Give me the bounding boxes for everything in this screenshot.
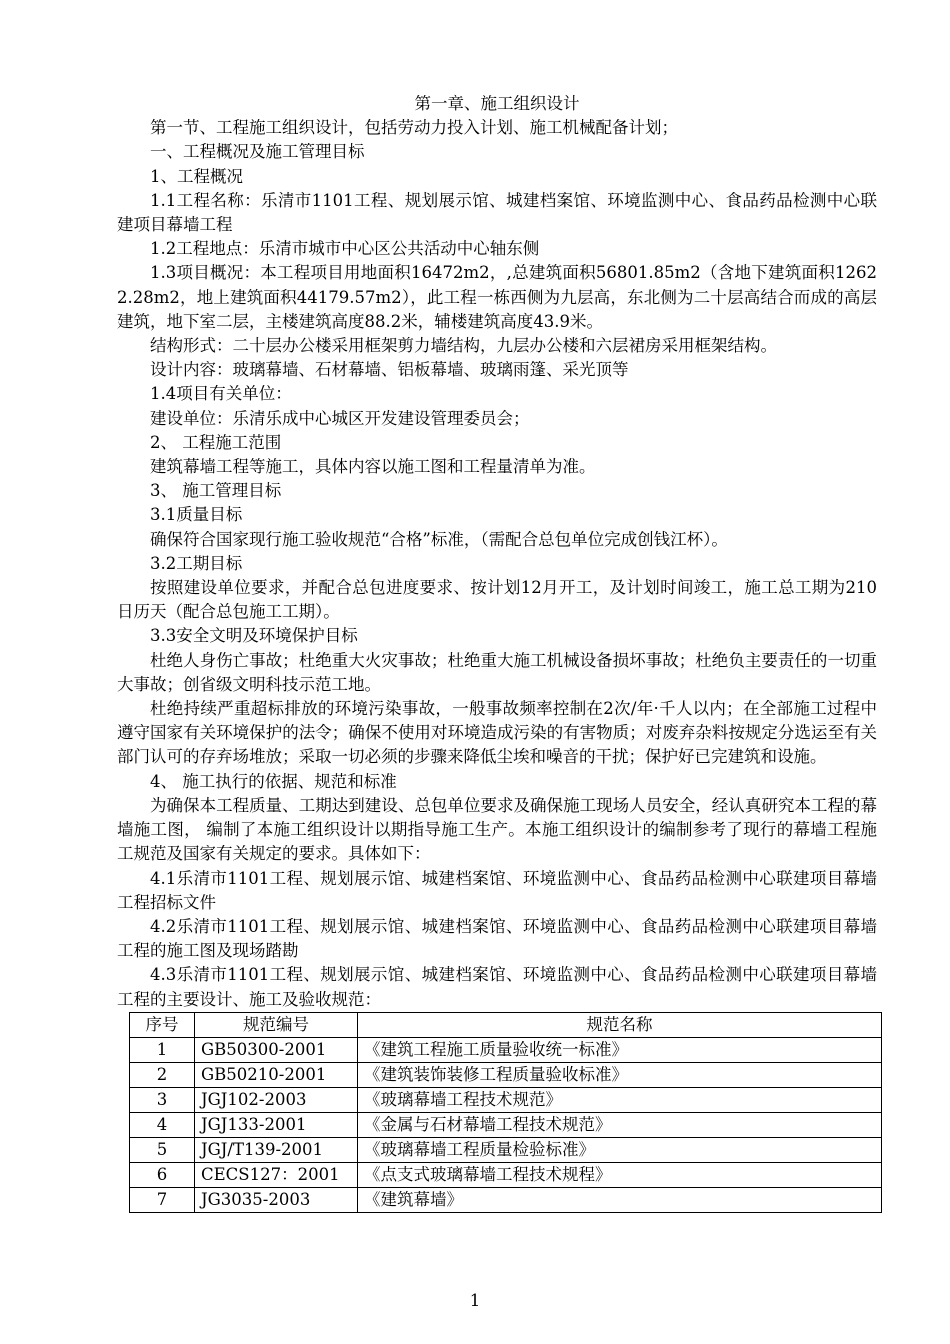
- cell-code: JGJ133-2001: [195, 1112, 358, 1137]
- paragraph: 建筑幕墙工程等施工，具体内容以施工图和工程量清单为准。: [150, 457, 596, 477]
- cell-name: 《点支式玻璃幕墙工程技术规程》: [358, 1162, 882, 1187]
- paragraph: 确保符合国家现行施工验收规范“合格”标准，（需配合总包单位完成创钱江杯）。: [150, 529, 728, 549]
- cell-index: 4: [130, 1112, 195, 1137]
- document-body: [117, 92, 877, 1213]
- table-row: [130, 1187, 882, 1212]
- paragraph: 1.2工程地点：乐清市城市中心区公共活动中心轴东侧: [150, 239, 540, 259]
- cell-code: JG3035-2003: [195, 1187, 358, 1212]
- paragraph: 3.3安全文明及环境保护目标: [150, 626, 358, 646]
- column-header-index: 序号: [130, 1012, 195, 1037]
- paragraph: 建设单位：乐清乐成中心城区开发建设管理委员会；: [150, 408, 530, 428]
- cell-index: 5: [130, 1137, 195, 1162]
- cell-index: 6: [130, 1162, 195, 1187]
- subheading: 2、 工程施工范围: [150, 432, 282, 452]
- paragraph: 4.1乐清市1101工程、规划展示馆、城建档案馆、环境监测中心、食品药品检测中心联建项目幕墙工程招标文件: [117, 868, 877, 912]
- paragraph: 3.1质量目标: [150, 505, 243, 525]
- cell-index: 2: [130, 1062, 195, 1087]
- page-number: 1: [469, 1291, 481, 1310]
- cell-index: 7: [130, 1187, 195, 1212]
- column-header-code: 规范编号: [195, 1012, 358, 1037]
- cell-code: JGJ/T139-2001: [195, 1137, 358, 1162]
- subheading: 4、 施工执行的依据、规范和标准: [150, 771, 397, 791]
- section-heading: 第一节、工程施工组织设计，包括劳动力投入计划、施工机械配备计划；: [150, 118, 678, 138]
- paragraph: 4.2乐清市1101工程、规划展示馆、城建档案馆、环境监测中心、食品药品检测中心联建项目幕墙工程的施工图及现场踏勘: [117, 916, 877, 961]
- paragraph: 为确保本工程质量、工期达到建设、总包单位要求及确保施工现场人员安全，经认真研究本工程的幕墙施工图， 编制了本施工组织设计以期指导施工生产。本施工组织设计的编制参考了现行的幕墙工程施工规范及国家有关规定的要求。具体如下：: [117, 795, 877, 864]
- paragraph: 杜绝人身伤亡事故；杜绝重大火灾事故；杜绝重大施工机械设备损坏事故；杜绝负主要责任的一切重大事故；创省级文明科技示范工地。: [117, 650, 877, 694]
- cell-code: JGJ102-2003: [195, 1087, 358, 1112]
- table-row: [130, 1087, 882, 1112]
- paragraph: 3.2工期目标: [150, 553, 243, 573]
- cell-code: GB50300-2001: [195, 1037, 358, 1062]
- paragraph: 结构形式：二十层办公楼采用框架剪力墙结构，九层办公楼和六层裙房采用框架结构。: [150, 336, 777, 356]
- cell-name: 《金属与石材幕墙工程技术规范》: [358, 1112, 882, 1137]
- table-row: [130, 1037, 882, 1062]
- chapter-title: 第一章、施工组织设计: [414, 94, 580, 113]
- subheading: 1、工程概况: [150, 166, 243, 186]
- cell-index: 3: [130, 1087, 195, 1112]
- paragraph: 1.3项目概况：本工程项目用地面积16472m2，,总建筑面积56801.85m2（含地下建筑面积12622.28m2，地上建筑面积44179.57m2），此工程一栋西侧为九层高，东北侧为二十层高结合而成的高层建筑，地下室二层，主楼建筑高度88.2米，辅楼建筑高度43.9米。: [117, 263, 877, 331]
- cell-name: 《建筑装饰装修工程质量验收标准》: [358, 1062, 882, 1087]
- paragraph: 设计内容：玻璃幕墙、石材幕墙、铝板幕墙、玻璃雨篷、采光顶等: [150, 360, 629, 380]
- cell-name: 《建筑幕墙》: [358, 1187, 882, 1212]
- table-row: [130, 1137, 882, 1162]
- table-header-row: [130, 1012, 882, 1037]
- table-row: [130, 1062, 882, 1087]
- paragraph: 1.4项目有关单位：: [150, 384, 292, 404]
- cell-code: CECS127：2001: [195, 1162, 358, 1187]
- column-header-name: 规范名称: [358, 1012, 882, 1037]
- cell-code: GB50210-2001: [195, 1062, 358, 1087]
- subheading: 3、 施工管理目标: [150, 481, 282, 501]
- paragraph: 杜绝持续严重超标排放的环境污染事故，一般事故频率控制在2次/年·千人以内；在全部施工过程中遵守国家有关环境保护的法令；确保不使用对环境造成污染的有害物质；对废弃杂料按规定分选运至有关部门认可的存弃场堆放；采取一切必须的步骤来降低尘埃和噪音的干扰；保护好已完建筑和设施。: [117, 699, 877, 767]
- table-row: [130, 1162, 882, 1187]
- part-heading: 一、工程概况及施工管理目标: [150, 142, 365, 162]
- paragraph: 1.1工程名称：乐清市1101工程、规划展示馆、城建档案馆、环境监测中心、食品药品检测中心联建项目幕墙工程: [117, 190, 877, 235]
- cell-name: 《玻璃幕墙工程质量检验标准》: [358, 1137, 882, 1162]
- cell-name: 《建筑工程施工质量验收统一标准》: [358, 1037, 882, 1062]
- table-row: [130, 1112, 882, 1137]
- paragraph: 按照建设单位要求，并配合总包进度要求、按计划12月开工，及计划时间竣工，施工总工期为210日历天（配合总包施工工期）。: [117, 578, 877, 622]
- cell-index: 1: [130, 1037, 195, 1062]
- cell-name: 《玻璃幕墙工程技术规范》: [358, 1087, 882, 1112]
- paragraph: 4.3乐清市1101工程、规划展示馆、城建档案馆、环境监测中心、食品药品检测中心联建项目幕墙工程的主要设计、施工及验收规范：: [117, 965, 877, 1009]
- standards-table: [129, 1012, 882, 1213]
